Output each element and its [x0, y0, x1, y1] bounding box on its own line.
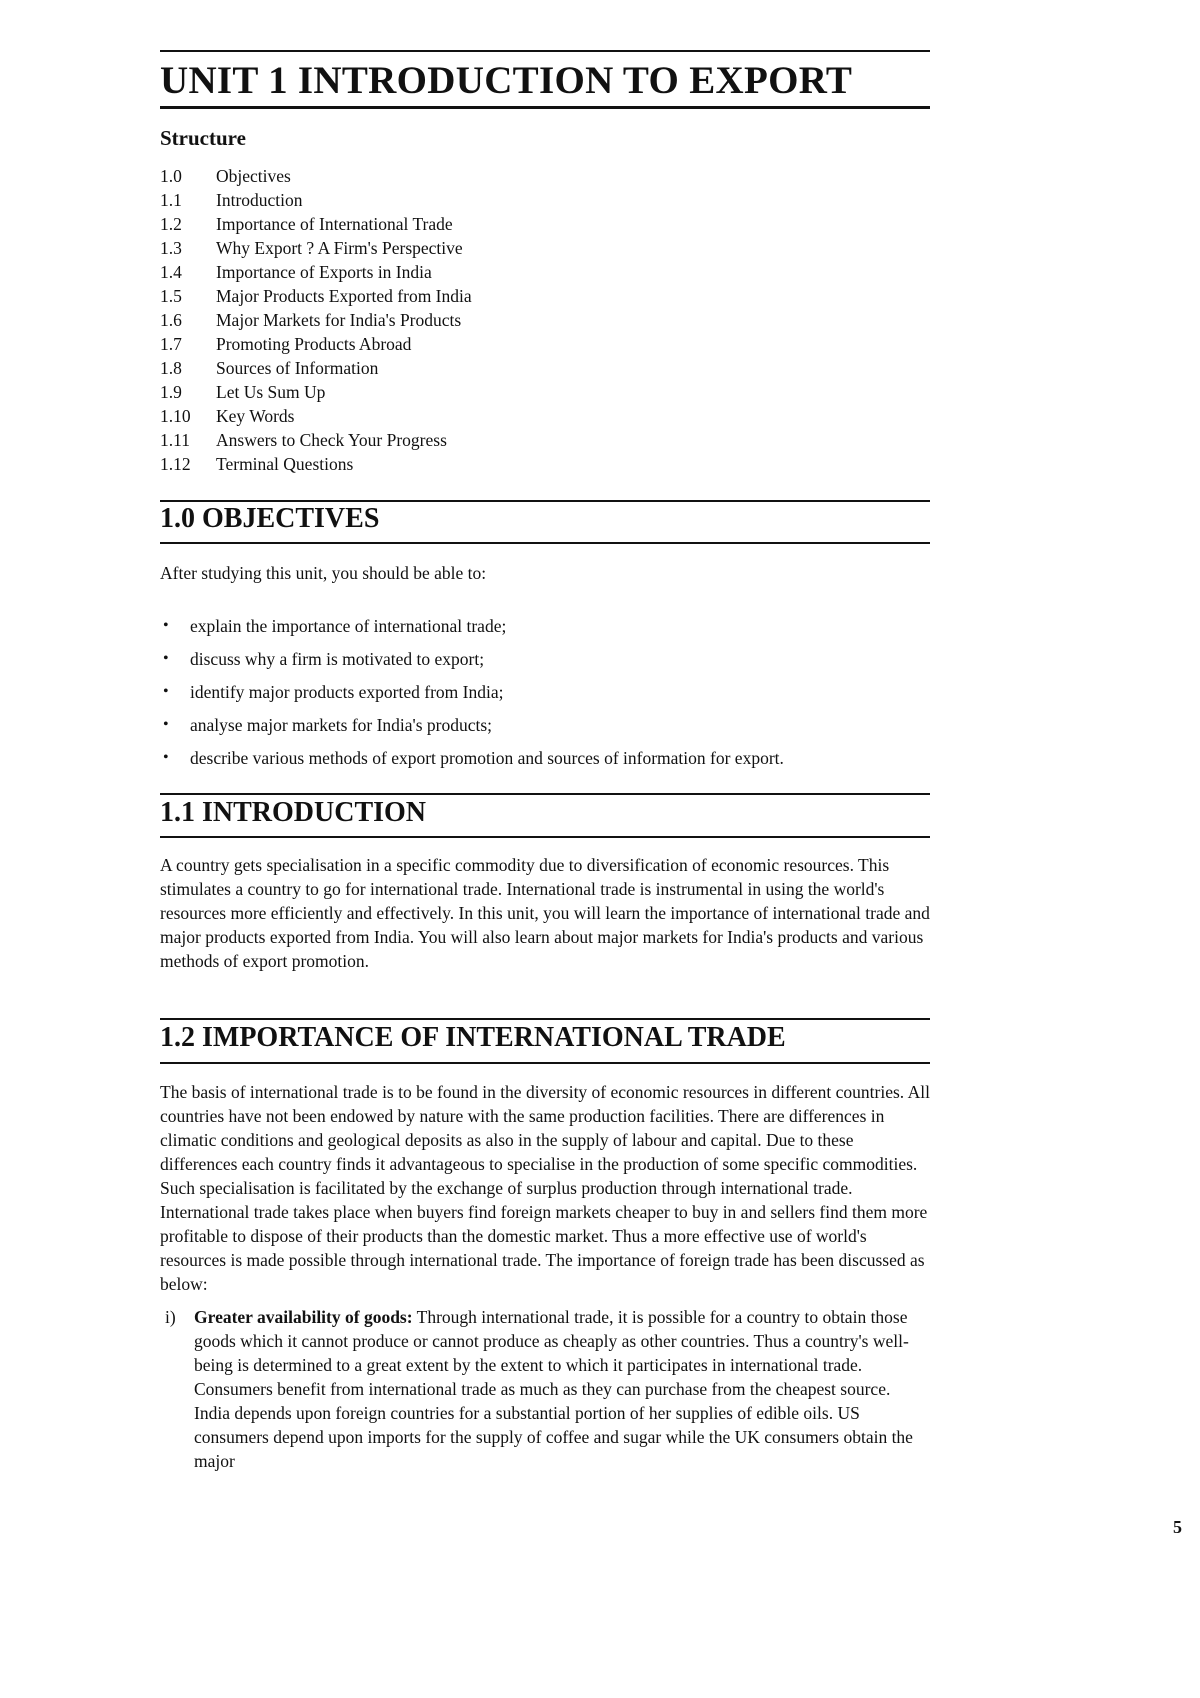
- structure-item: 1.11 Answers to Check Your Progress: [160, 430, 447, 450]
- bullet-icon: •: [163, 683, 169, 700]
- importance-top-rule: [160, 1018, 930, 1020]
- unit-title: UNIT 1 INTRODUCTION TO EXPORT: [160, 59, 853, 102]
- objective-item: • explain the importance of international trade;: [163, 616, 507, 636]
- objectives-list: [160, 614, 930, 779]
- objective-item: • identify major products exported from India;: [163, 682, 504, 702]
- structure-item: 1.0 Objectives: [160, 166, 291, 186]
- structure-list: [160, 164, 472, 476]
- bullet-icon: •: [163, 716, 169, 733]
- structure-item: 1.10 Key Words: [160, 406, 295, 426]
- objectives-intro: After studying this unit, you should be able to:: [160, 563, 487, 583]
- item-marker: i): [165, 1307, 176, 1327]
- item-body: Through international trade, it is possible for a country to obtain those goods which it cannot produce or cannot produce as cheaply as other countries. Thus a country's well-being is determined to a great extent by the extent to which it participates in international trade. Consumers benefit from international trade as much as they can purchase from the cheapest source. India depends upon foreign countries for a substantial portion of her supplies of edible oils. US consumers depend upon imports for the supply of coffee and sugar while the UK consumers obtain the major: [194, 1307, 913, 1471]
- objectives-title: 1.0 OBJECTIVES: [160, 503, 380, 534]
- bullet-icon: •: [163, 617, 169, 634]
- importance-paragraph: The basis of international trade is to be found in the diversity of economic resources in different countries. All countries have not been endowed by nature with the same production facilities. There are differences in climatic conditions and geological deposits as also in the supply of labour and capital. Due to these differences each country finds it advantageous to specialise in the production of some specific commodities. Such specialisation is facilitated by the exchange of surplus production through international trade. International trade takes place when buyers find foreign markets cheaper to buy in and sellers find them more profitable to dispose of their products than the domestic market. Thus a more effective use of world's resources is made possible through international trade. The importance of foreign trade has been discussed as below:: [160, 1082, 930, 1294]
- importance-title: 1.2 IMPORTANCE OF INTERNATIONAL TRADE: [160, 1022, 786, 1053]
- item-heading: Greater availability of goods:: [194, 1307, 413, 1327]
- bullet-icon: •: [163, 749, 169, 766]
- structure-item: 1.8 Sources of Information: [160, 358, 379, 378]
- page-number: 5: [1173, 1517, 1182, 1537]
- top-rule: [160, 50, 930, 52]
- bullet-icon: •: [163, 650, 169, 667]
- structure-item: 1.5 Major Products Exported from India: [160, 286, 472, 306]
- structure-item: 1.4 Importance of Exports in India: [160, 262, 432, 282]
- structure-item: 1.6 Major Markets for India's Products: [160, 310, 462, 330]
- introduction-title: 1.1 INTRODUCTION: [160, 797, 427, 828]
- objectives-bottom-rule: [160, 542, 930, 544]
- introduction-bottom-rule: [160, 836, 930, 838]
- structure-item: 1.7 Promoting Products Abroad: [160, 334, 412, 354]
- structure-item: 1.2 Importance of International Trade: [160, 214, 453, 234]
- structure-item: 1.1 Introduction: [160, 190, 303, 210]
- objective-item: • describe various methods of export promotion and sources of information for export.: [163, 748, 784, 768]
- introduction-top-rule: [160, 793, 930, 795]
- objectives-top-rule: [160, 500, 930, 502]
- importance-item: [160, 1305, 930, 1473]
- structure-item: 1.9 Let Us Sum Up: [160, 382, 326, 402]
- structure-item: 1.12 Terminal Questions: [160, 454, 354, 474]
- objective-item: • analyse major markets for India's products;: [163, 715, 493, 735]
- structure-heading: Structure: [160, 126, 246, 150]
- importance-bottom-rule: [160, 1062, 930, 1064]
- structure-item: 1.3 Why Export ? A Firm's Perspective: [160, 238, 463, 258]
- title-underline: [160, 106, 930, 109]
- objective-item: • discuss why a firm is motivated to export;: [163, 649, 485, 669]
- introduction-paragraph: A country gets specialisation in a specific commodity due to diversification of economic resources. This stimulates a country to go for international trade. International trade is instrumental in using the world's resources more efficiently and effectively. In this unit, you will learn the importance of international trade and major products exported from India. You will also learn about major markets for India's products and various methods of export promotion.: [160, 855, 930, 971]
